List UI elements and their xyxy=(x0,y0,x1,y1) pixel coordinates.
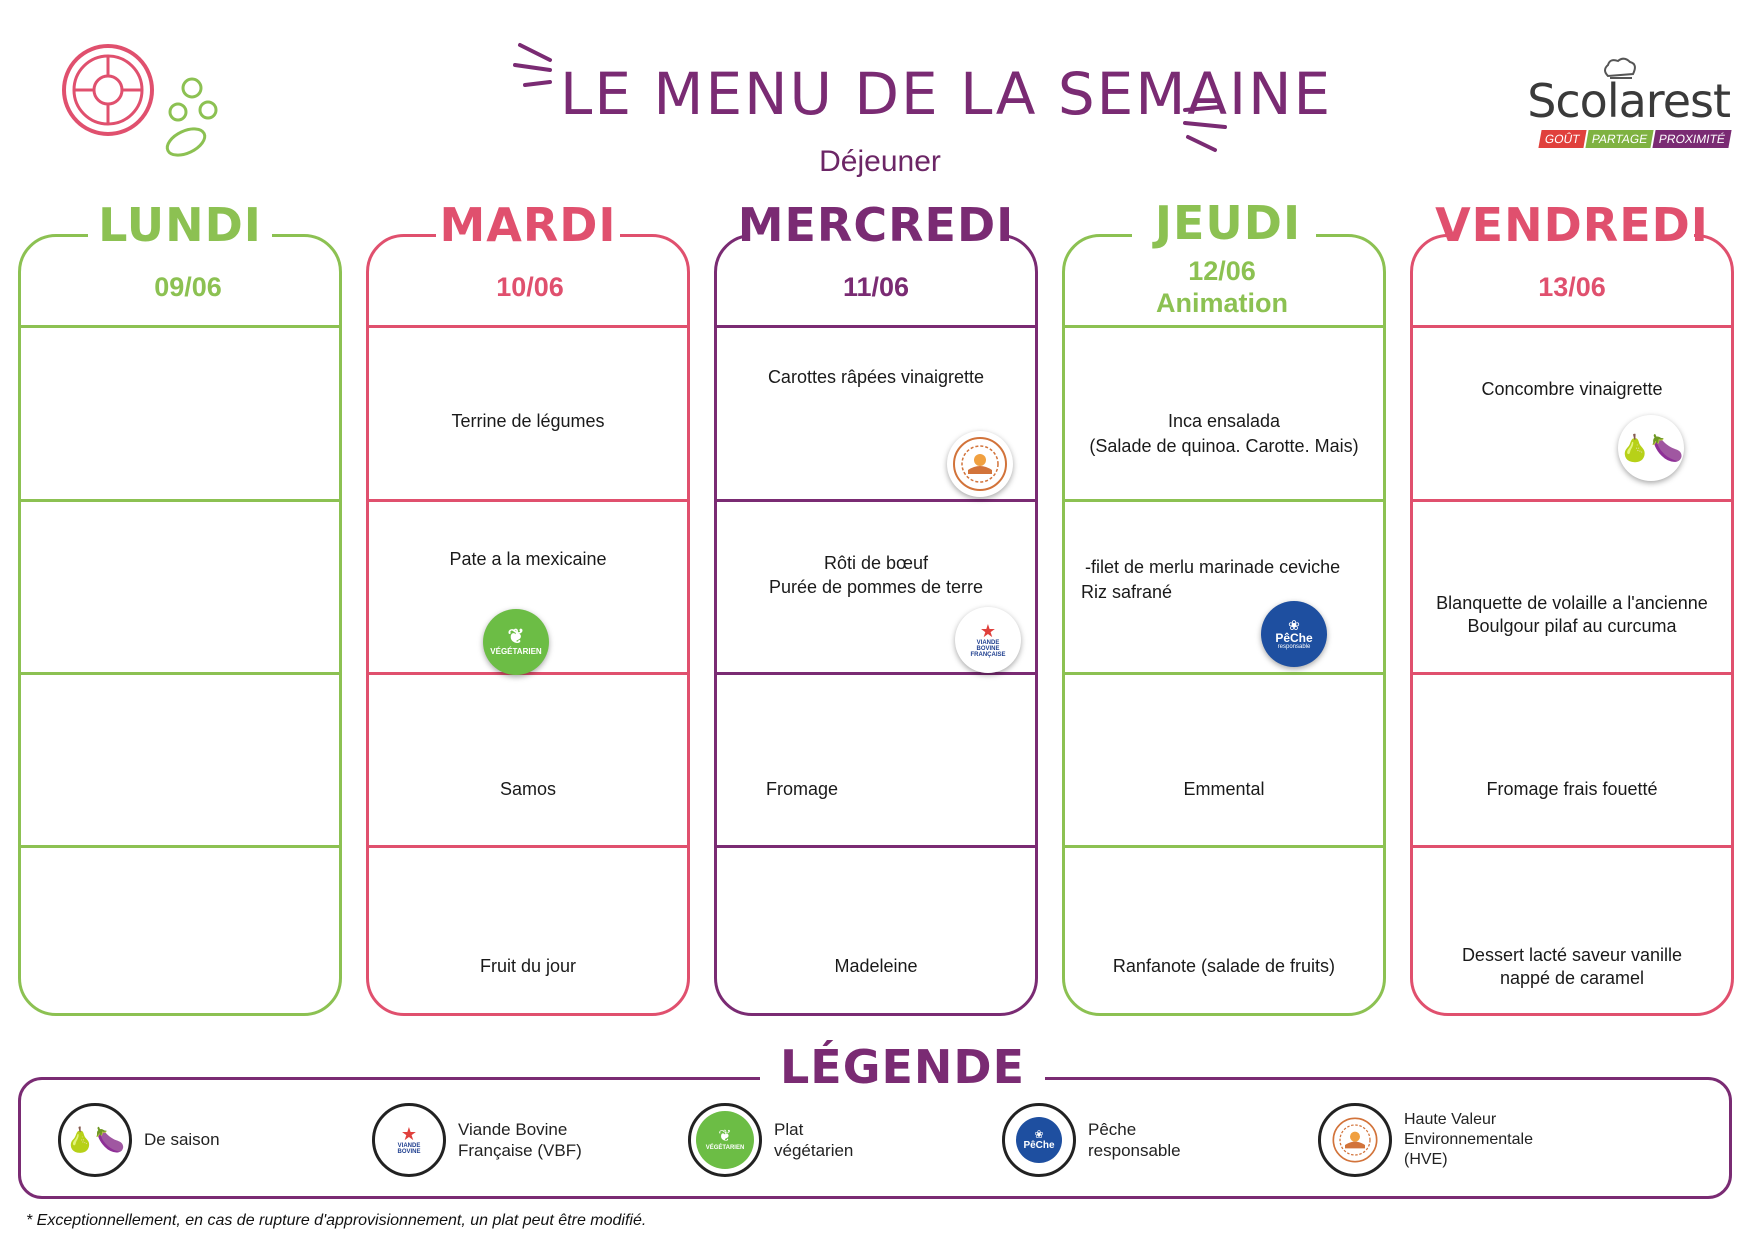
day-date: 09/06 xyxy=(154,272,222,302)
peche-badge-icon: ❀ PêChe responsable xyxy=(1261,601,1327,667)
legend-label: Plat végétarien xyxy=(774,1119,854,1160)
day-extra: Animation xyxy=(1156,288,1288,318)
day-date: 12/06 xyxy=(1188,256,1256,286)
cheese-text: Fromage frais fouetté xyxy=(1486,779,1658,799)
main-dish-text: Rôti de bœuf xyxy=(823,553,929,573)
vbf-icon: ★ VIANDE BOVINE xyxy=(372,1103,446,1177)
meal-subtitle: Déjeuner xyxy=(819,145,941,178)
day-date: 11/06 xyxy=(842,272,910,302)
vegetarian-badge-icon: ❦ VÉGÉTARIEN xyxy=(483,609,549,675)
title-accent-left-icon xyxy=(510,40,560,100)
legend-label: De saison xyxy=(144,1130,220,1150)
day-column-mercredi xyxy=(714,234,1038,1016)
vbf-badge-icon: ★ VIANDE BOVINE FRANÇAISE xyxy=(955,607,1021,673)
cheese-text: Emmental xyxy=(1183,779,1265,799)
dessert-text: Dessert lacté saveur vanille xyxy=(1461,945,1683,965)
tomato-decoration-icon xyxy=(58,40,238,170)
brand-tags xyxy=(1520,130,1730,148)
vbf-legend-label: BOVINE xyxy=(397,1149,421,1155)
starter-text: Inca ensalada xyxy=(1167,411,1281,431)
legend-item-vegetarien xyxy=(688,1100,853,1180)
day-date: 13/06 xyxy=(1538,272,1606,302)
main-dish-text: -filet de merlu marinade ceviche xyxy=(1085,557,1341,577)
side-dish-text: Boulgour pilaf au curcuma xyxy=(1467,616,1677,636)
main-dish-text: Blanquette de volaille a l'ancienne xyxy=(1436,593,1708,613)
starter-text: Carottes râpées vinaigrette xyxy=(767,367,985,387)
footnote: * Exceptionnellement, en cas de rupture d'approvisionnement, un plat peut être modifié. xyxy=(26,1212,647,1229)
legend-item-peche xyxy=(1002,1100,1181,1180)
day-name: JEUDI xyxy=(1154,196,1302,250)
day-date: 10/06 xyxy=(496,272,564,302)
brand-tag: PARTAGE xyxy=(1585,130,1654,148)
brand-name: Scolarest xyxy=(1527,74,1730,128)
pear-eggplant-icon: 🍐🍆 xyxy=(58,1103,132,1177)
legend-item-saison xyxy=(58,1100,220,1180)
day-column-lundi xyxy=(18,234,342,1016)
legend-item-hve xyxy=(1318,1100,1533,1180)
starter-text: Terrine de légumes xyxy=(451,411,605,431)
chef-hat-icon xyxy=(1600,56,1640,82)
day-name: MERCREDI xyxy=(737,198,1015,252)
legend-label: Viande Bovine Française (VBF) xyxy=(458,1119,582,1160)
hve-badge-icon xyxy=(947,431,1013,497)
vegetarian-legend-label: VÉGÉTARIEN xyxy=(705,1145,745,1151)
brand-logo xyxy=(1520,74,1730,148)
vbf-badge-label: FRANÇAISE xyxy=(970,652,1006,658)
dessert-text: Fruit du jour xyxy=(479,956,577,976)
season-badge-icon: 🍐🍆 xyxy=(1618,415,1684,481)
vegetarian-icon: ❦ VÉGÉTARIEN xyxy=(688,1103,762,1177)
fish-icon: ❀ PêChe xyxy=(1002,1103,1076,1177)
day-column-jeudi xyxy=(1062,234,1386,1016)
day-name: VENDREDI xyxy=(1435,198,1709,252)
cheese-text: Samos xyxy=(499,779,557,799)
cheese-text: Fromage xyxy=(765,779,839,799)
hve-icon xyxy=(1318,1103,1392,1177)
vbf-badge-label: VIANDE xyxy=(976,640,1000,646)
brand-tag: PROXIMITÉ xyxy=(1652,130,1731,148)
peche-badge-sublabel: responsable xyxy=(1277,644,1311,650)
legend-label: Pêche responsable xyxy=(1088,1119,1181,1160)
peche-legend-label: PêChe xyxy=(1023,1139,1055,1151)
brand-tag: GOÛT xyxy=(1538,130,1586,148)
vegetarian-badge-label: VÉGÉTARIEN xyxy=(490,647,542,657)
legend-label: Haute Valeur Environnementale (HVE) xyxy=(1404,1111,1533,1168)
legend-item-vbf xyxy=(372,1100,582,1180)
side-dish-text: Purée de pommes de terre xyxy=(768,577,984,597)
dessert-text: Ranfanote (salade de fruits) xyxy=(1112,956,1336,976)
vbf-legend-label: VIANDE xyxy=(397,1143,421,1149)
side-dish-text: Riz safrané xyxy=(1081,582,1173,602)
vbf-badge-label: BOVINE xyxy=(976,646,1000,652)
starter-subtext: (Salade de quinoa. Carotte. Mais) xyxy=(1089,436,1359,456)
day-name: LUNDI xyxy=(98,198,262,252)
dessert-text: Madeleine xyxy=(834,956,918,976)
day-column-vendredi xyxy=(1410,234,1734,1016)
dessert-subtext: nappé de caramel xyxy=(1499,968,1645,988)
day-column-mardi xyxy=(366,234,690,1016)
main-dish-text: Pate a la mexicaine xyxy=(449,549,607,569)
starter-text: Concombre vinaigrette xyxy=(1481,379,1663,399)
page-title: LE MENU DE LA SEMAINE xyxy=(560,60,1333,128)
legend-title: LÉGENDE xyxy=(760,1040,1045,1094)
day-name: MARDI xyxy=(439,198,617,252)
peche-badge-label: PêChe xyxy=(1275,631,1313,645)
